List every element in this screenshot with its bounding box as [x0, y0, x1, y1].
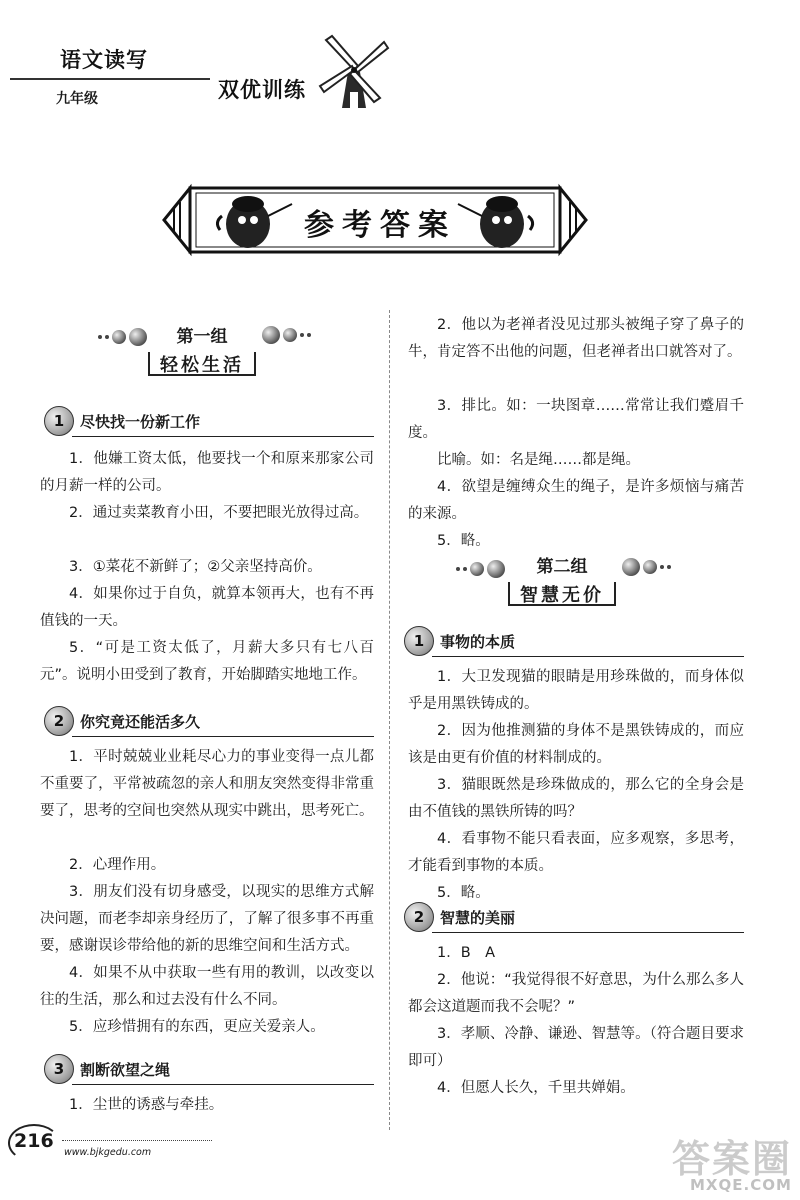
column-divider — [389, 310, 390, 1130]
section-heading-3 — [44, 1054, 170, 1084]
section-rule — [72, 1084, 374, 1085]
group-ornament-right — [262, 326, 311, 344]
group-name: 智慧无价 — [520, 585, 604, 606]
section-rule — [432, 932, 744, 933]
answer-item: 3．孝顺、冷静、谦逊、智慧等。（符合题目要求即可） — [408, 1026, 744, 1069]
watermark-logo: 答案圈 — [672, 1137, 793, 1181]
section-title: 智慧的美丽 — [440, 908, 516, 927]
section-title: 你究竟还能活多久 — [80, 712, 201, 731]
answer-item: 3．朋友们没有切身感受，以现实的思维方式解决问题，而老李却亲身经历了，了解了很多事不再重要，感谢误诊带给他的新的思维空间和生活方式。 — [40, 884, 374, 954]
series-title-1: 语文读写 — [60, 47, 148, 72]
answer-item: 4．如果你过于自负，就算本领再大，也有不再值钱的一天。 — [40, 586, 374, 629]
section-rule — [72, 436, 374, 437]
answer-item: 4．如果不从中获取一些有用的教训，以改变以往的生活，那么和过去没有什么不同。 — [40, 965, 374, 1008]
group-ornament-left — [456, 560, 505, 578]
answer-item: 3．①菜花不新鲜了；②父亲坚持高价。 — [69, 559, 322, 575]
answer-item: 5．“可是工资太低了，月薪大多只有七八百元”。说明小田受到了教育，开始脚踏实地地工作。 — [40, 640, 374, 683]
windmill-icon — [318, 32, 390, 110]
watermark-url: MXQE.COM — [690, 1176, 792, 1194]
banner-title: 参考答案 — [304, 208, 456, 243]
section-heading-2 — [44, 706, 200, 736]
answer-item: 1．尘世的诱惑与牵挂。 — [69, 1097, 224, 1113]
answer-item: 5．略。 — [437, 533, 490, 549]
section-rule — [432, 656, 744, 657]
answer-item: 5．略。 — [437, 885, 490, 901]
section-title: 尽快找一份新工作 — [80, 412, 201, 431]
section-title: 割断欲望之绳 — [80, 1060, 171, 1079]
answer-item: 1．大卫发现猫的眼睛是用珍珠做的，而身体似乎是用黑铁铸成的。 — [408, 669, 744, 712]
footer-dotted-rule — [62, 1140, 212, 1141]
section-number-badge: 1 — [404, 626, 434, 656]
section-number-badge: 1 — [44, 406, 74, 436]
answer-item: 3．排比。如：一块图章……常常让我们蹙眉千度。 — [408, 398, 744, 441]
section-heading-r1 — [404, 626, 515, 656]
section-rule — [72, 736, 374, 737]
section-number-badge: 2 — [404, 902, 434, 932]
section-number-badge: 3 — [44, 1054, 74, 1084]
group-ornament-left — [98, 328, 147, 346]
section-title: 事物的本质 — [440, 632, 516, 651]
answer-item: 4．但愿人长久，千里共婵娟。 — [437, 1080, 635, 1096]
series-title-2: 双优训练 — [218, 77, 306, 102]
group-name: 轻松生活 — [160, 355, 244, 376]
page-number: 216 — [14, 1130, 54, 1152]
group-heading-1 — [150, 322, 254, 377]
answer-item: 3．猫眼既然是珍珠做成的，那么它的全身会是由不值钱的黑铁所铸的吗？ — [408, 777, 744, 820]
answer-item: 2．他以为老禅者没见过那头被绳子穿了鼻子的牛，肯定答不出他的问题，但老禅者出口就答对了。 — [408, 317, 744, 360]
group-number: 第一组 — [176, 327, 228, 347]
answer-item: 2．通过卖菜教育小田，不要把眼光放得过高。 — [69, 505, 369, 521]
answer-item: 比喻。如：名是绳……都是绳。 — [437, 452, 640, 468]
section-heading-r2 — [404, 902, 515, 932]
answer-item: 1．他嫌工资太低，他要找一个和原来那家公司的月薪一样的公司。 — [40, 451, 374, 494]
answer-item: 5．应珍惜拥有的东西，更应关爱亲人。 — [69, 1019, 325, 1035]
answer-item: 1．B A — [437, 945, 496, 961]
answer-item: 2．心理作用。 — [69, 857, 166, 873]
footer-url: www.bjkgedu.com — [64, 1147, 152, 1158]
answer-item: 2．因为他推测猫的身体不是黑铁铸成的，而应该是由更有价值的材料制成的。 — [408, 723, 744, 766]
group-ornament-right — [622, 558, 671, 576]
section-heading-1 — [44, 406, 200, 436]
answer-item: 2．他说：“我觉得很不好意思，为什么那么多人都会这道题而我不会呢？” — [408, 972, 744, 1015]
answer-item: 1．平时兢兢业业耗尽心力的事业变得一点儿都不重要了，平常被疏忽的亲人和朋友突然变得非常重要了，思考的空间也突然从现实中跳出，思考死亡。 — [40, 749, 374, 819]
grade-label: 九年级 — [56, 91, 98, 107]
answer-item: 4．看事物不能只看表面，应多观察，多思考，才能看到事物的本质。 — [408, 831, 744, 874]
group-heading-2 — [510, 552, 614, 607]
answer-item: 4．欲望是缠缚众生的绳子，是许多烦恼与痛苦的来源。 — [408, 479, 744, 522]
header-rule — [10, 78, 210, 80]
section-number-badge: 2 — [44, 706, 74, 736]
group-number: 第二组 — [536, 557, 588, 577]
